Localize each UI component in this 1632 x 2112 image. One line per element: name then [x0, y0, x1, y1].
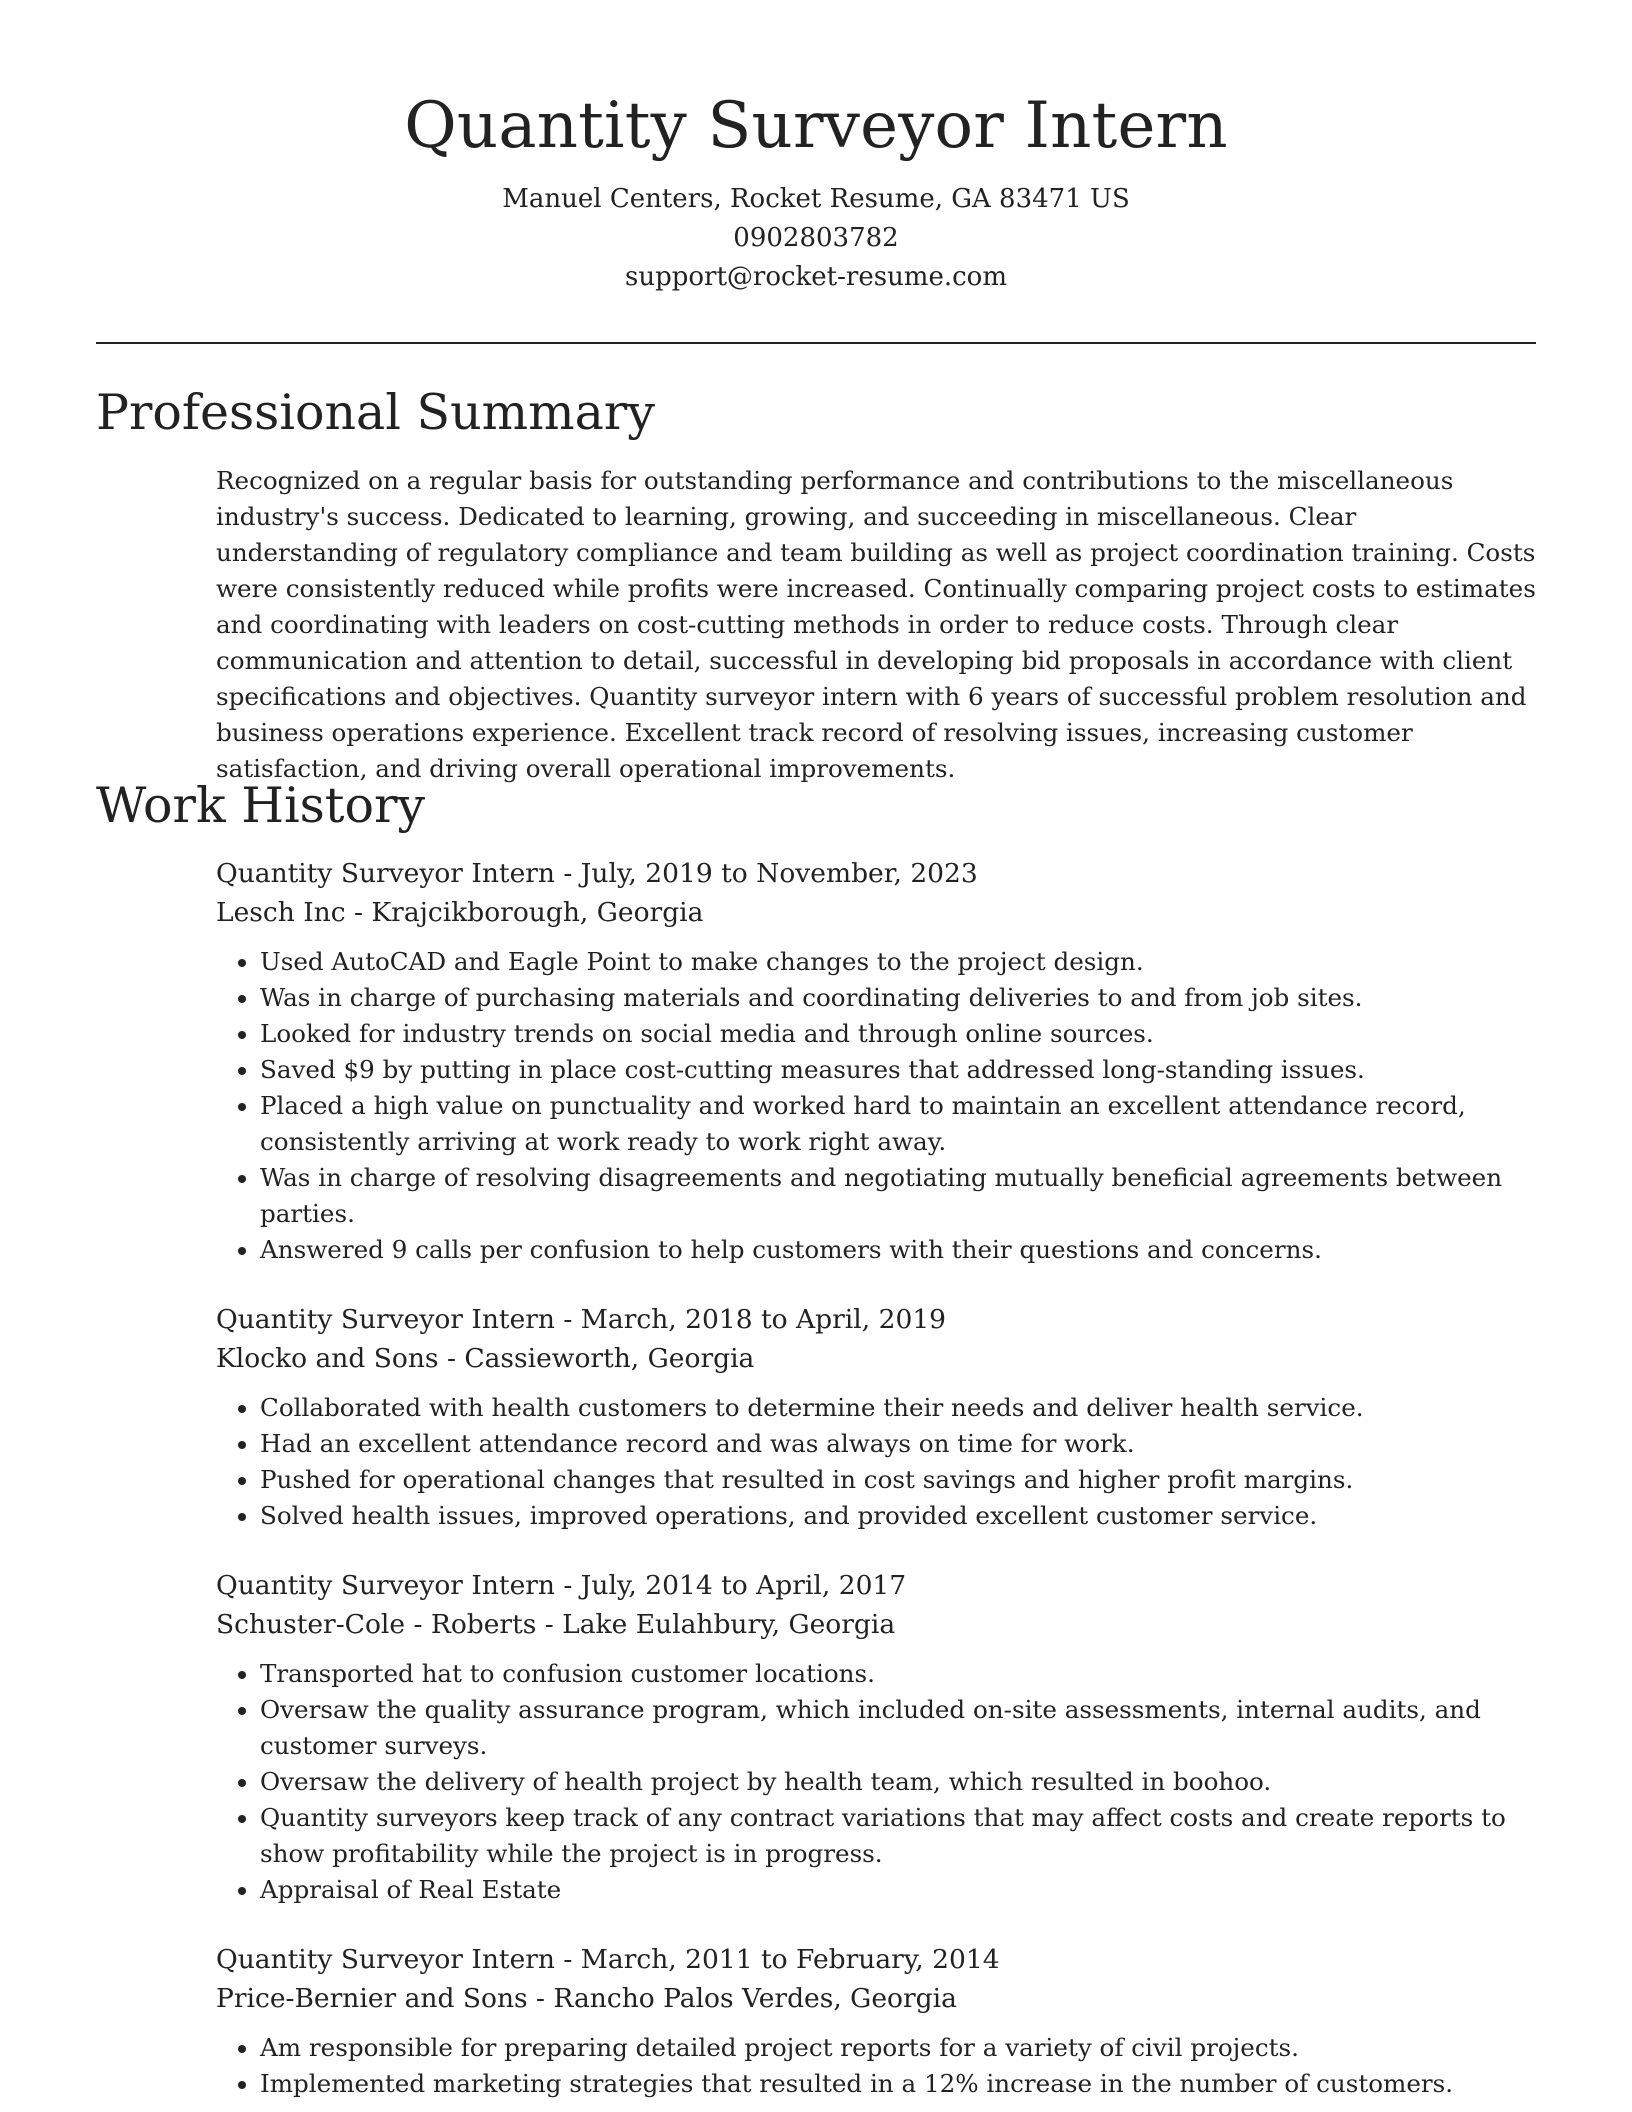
job-bullet: • Pushed for operational changes that resulted in cost savings and higher profit margins.: [260, 1462, 1538, 1498]
job-bullets: [216, 2030, 1538, 2102]
work-history-list: [216, 854, 1538, 2112]
contact-address: Manuel Centers, Rocket Resume, GA 83471 US: [502, 184, 1130, 214]
job-bullet: • Used AutoCAD and Eagle Point to make changes to the project design.: [260, 944, 1538, 980]
job-bullet: • Oversaw the delivery of health project by health team, which resulted in boohoo.: [260, 1764, 1538, 1800]
job-company-line: Klocko and Sons - Cassieworth, Georgia: [216, 1343, 755, 1374]
job-bullet: • Was in charge of resolving disagreements and negotiating mutually beneficial agreements between parties.: [260, 1160, 1538, 1232]
job-bullet: • Quantity surveyors keep track of any contract variations that may affect costs and create reports to show profitability while the project is in progress.: [260, 1800, 1538, 1872]
job-bullet: • Am responsible for preparing detailed project reports for a variety of civil projects.: [260, 2030, 1538, 2066]
job-company-line: Lesch Inc - Krajcikborough, Georgia: [216, 897, 704, 928]
job-title-line: Quantity Surveyor Intern - March, 2018 to April, 2019: [216, 1304, 947, 1335]
job-entry: [216, 1566, 1538, 1908]
job-bullets: [216, 944, 1538, 1268]
candidate-name: Quantity Surveyor Intern: [404, 89, 1228, 163]
job-bullet: • Answered 9 calls per confusion to help customers with their questions and concerns.: [260, 1232, 1538, 1268]
job-bullet: • Saved $9 by putting in place cost-cutting measures that addressed long-standing issues.: [260, 1052, 1538, 1088]
job-bullet: • Looked for industry trends on social media and through online sources.: [260, 1016, 1538, 1052]
job-bullet: • Appraisal of Real Estate: [260, 1872, 1538, 1908]
job-bullet: • Oversaw the quality assurance program, which included on-site assessments, internal audits, and customer surveys.: [260, 1692, 1538, 1764]
job-entry: [216, 1300, 1538, 1534]
contact-email: support@rocket-resume.com: [624, 262, 1007, 292]
job-bullet: • Placed a high value on punctuality and worked hard to maintain an excellent attendance record, consistently arriving at work ready to work right away.: [260, 1088, 1538, 1160]
job-bullet: • Implemented marketing strategies that resulted in a 12% increase in the number of customers.: [260, 2066, 1538, 2102]
job-title-line: Quantity Surveyor Intern - March, 2011 to February, 2014: [216, 1944, 1000, 1975]
job-bullet: • Collaborated with health customers to determine their needs and deliver health service.: [260, 1390, 1538, 1426]
resume-header: [96, 82, 1536, 297]
header-divider: [96, 342, 1536, 344]
job-title-line: Quantity Surveyor Intern - July, 2019 to November, 2023: [216, 858, 978, 889]
job-bullet: • Transported hat to confusion customer locations.: [260, 1656, 1538, 1692]
job-company-line: Schuster-Cole - Roberts - Lake Eulahbury, Georgia: [216, 1609, 896, 1640]
work-history-heading: Work History: [96, 777, 426, 834]
summary-text: Recognized on a regular basis for outstanding performance and contributions to the miscellaneous industry's success. Dedicated to learning, growing, and succeeding in miscellaneous. Clear understanding of regulatory compliance and team building as well as project coordination training. Costs were consistently reduced while profits were increased. Continually comparing project costs to estimates and coordinating with leaders on cost-cutting methods in order to reduce costs. Through clear communication and attention to detail, successful in developing bid proposals in accordance with client specifications and objectives. Quantity surveyor intern with 6 years of successful problem resolution and business operations experience. Excellent track record of resolving issues, increasing customer satisfaction, and driving overall operational improvements.: [216, 466, 1536, 783]
job-title-line: Quantity Surveyor Intern - July, 2014 to April, 2017: [216, 1570, 907, 1601]
job-company-line: Price-Bernier and Sons - Rancho Palos Verdes, Georgia: [216, 1983, 957, 2014]
job-bullets: [216, 1390, 1538, 1534]
summary-heading: Professional Summary: [96, 384, 655, 441]
job-bullet: • Solved health issues, improved operations, and provided excellent customer service.: [260, 1498, 1538, 1534]
job-bullets: [216, 1656, 1538, 1908]
job-entry: [216, 854, 1538, 1268]
job-entry: [216, 1940, 1538, 2102]
contact-phone: 0902803782: [733, 223, 899, 253]
job-bullet: • Was in charge of purchasing materials and coordinating deliveries to and from job sites.: [260, 980, 1538, 1016]
job-bullet: • Had an excellent attendance record and was always on time for work.: [260, 1426, 1538, 1462]
